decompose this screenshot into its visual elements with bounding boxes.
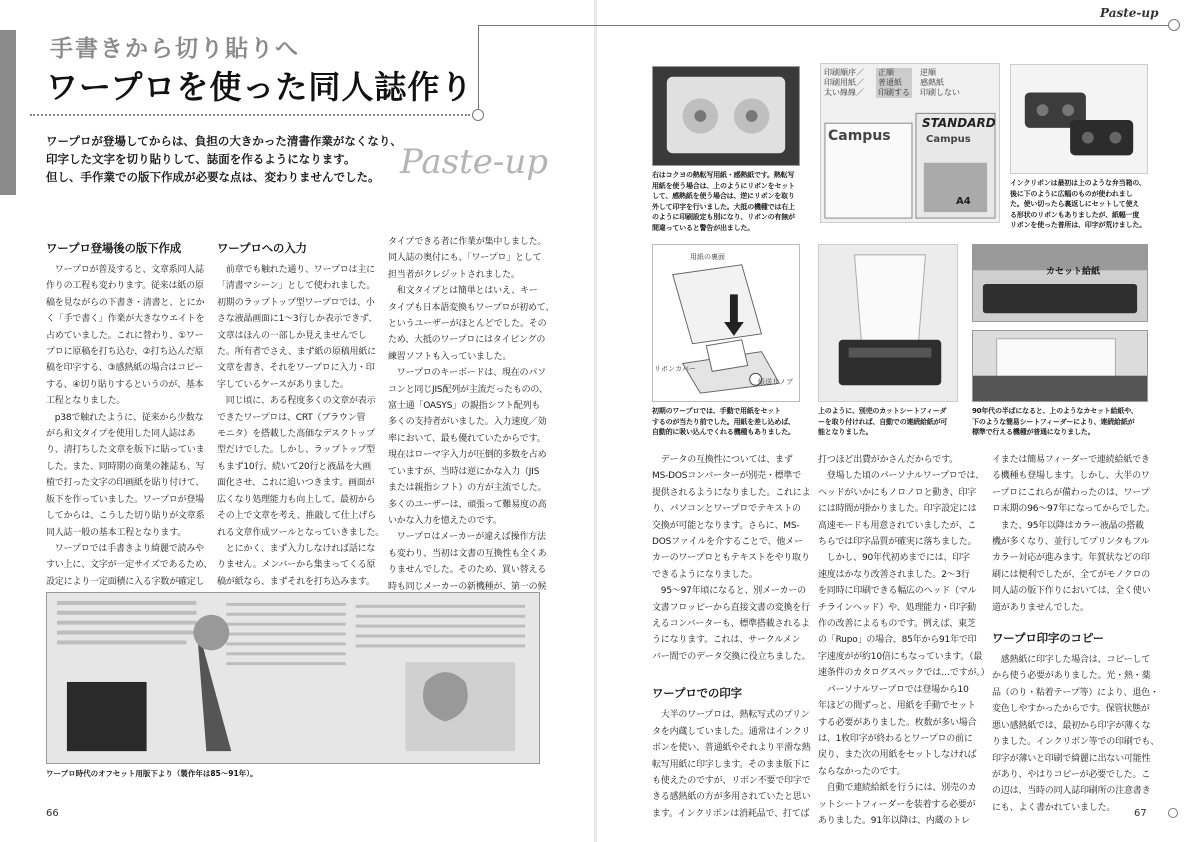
text-line: 大半のワープロは、熱転写式のプリン	[652, 710, 810, 721]
text-line: バー間でのデータ交換に役立ちました。	[652, 651, 811, 662]
lead-paragraph	[46, 132, 402, 186]
text-line: 作りの工程も変わります。従来は紙の原	[46, 281, 204, 292]
text-line: 文章はほんの一部しか見えませんでし	[217, 330, 367, 341]
text-line: 和文タイプとは簡単とはいえ、キー	[388, 286, 538, 297]
column-body	[992, 452, 1155, 616]
text-line: カーのワープロともテキストをやり取り	[652, 553, 810, 564]
text-line: ありました。91年以降は、内蔵のトレ	[818, 815, 970, 826]
a4-size-label: A4	[956, 196, 971, 207]
text-line: ワープロのキーボードは、現在のパソ	[388, 368, 546, 379]
text-line: パーソナルワープロでは登場から10	[818, 684, 969, 695]
text-line: 初期のラップトップ型ワープロでは、小	[217, 297, 375, 308]
text-line: 印刷用紙／	[824, 78, 864, 87]
text-line: 面化させ、これに追いつきます。画面が	[217, 478, 375, 489]
text-line: 速度はかなり改善されました。2～3行	[818, 569, 970, 580]
header-rule-end-circle	[1168, 19, 1180, 31]
page-number-left: 66	[46, 808, 59, 819]
text-line: チラインヘッド）や、処理能力・印字動	[818, 602, 976, 613]
text-line: 高速モードも用意されていましたが、こ	[818, 520, 977, 531]
text-line: 刷には便利でしたが、全てがモノクロの	[992, 569, 1151, 580]
text-line: 上のように、別売のカットシートフィーダ	[818, 407, 947, 415]
text-line: 同じ頃に、ある程度多くの文章が表示	[217, 396, 376, 407]
text-line: にも、よく書かれていました。	[992, 802, 1116, 813]
header-rule	[478, 25, 1168, 26]
page-subtitle: 手書きから切り貼りへ	[50, 36, 300, 62]
text-line: ワープロでは手書きより綺麗で読みや	[46, 543, 204, 554]
text-line: り、パソコンとワープロでテキストの	[652, 504, 801, 515]
text-line: 道がありませんでした。	[992, 602, 1089, 613]
text-line: 提供されるようになりました。これによ	[652, 487, 811, 498]
article-column	[217, 240, 385, 607]
text-line: 同人誌一般の基本工程となります。	[46, 527, 187, 538]
text-line: 外して印字を行いました。大抵の機種では右上	[652, 202, 795, 211]
text-line: には時間が掛かりました。印字設定には	[818, 504, 977, 515]
text-line: 悪い感熱紙では、最初から印字が薄くな	[992, 720, 1151, 731]
article-column	[46, 240, 213, 607]
text-line: 設定により一定面積に入る字数が確定し	[46, 576, 205, 587]
text-line: きる感熱紙の方が多用されていたと思い	[652, 792, 811, 803]
text-line: して、感熱紙を使う場合は、逆にリボンを取り	[652, 192, 795, 200]
offset-photo-caption: ワープロ時代のオフセット用版下より（製作年は85～91年）。	[46, 769, 258, 778]
cassette-feed-label: カセット給紙	[1046, 267, 1101, 277]
text-line: 交換が可能となります。さらに、MS-	[652, 520, 800, 531]
text-line: ヘッドがいかにもノロノロと動き、印字	[818, 487, 977, 498]
cassette-feed-photo	[972, 244, 1148, 322]
text-line: えるコンバーターも、標準搭載されるよ	[652, 619, 810, 630]
paste-up-watermark: Paste-up	[400, 142, 549, 182]
text-line: 普通紙	[878, 78, 902, 87]
text-line: ットシートフィーダーを装着する必要が	[818, 799, 976, 810]
text-line: 多くの支持者がいました。入力速度／効	[388, 417, 547, 428]
footer-circle	[1168, 808, 1178, 818]
text-line: コンと同じJIS配列が主流だったものの、	[388, 384, 548, 395]
text-line: があり、やはりコピーが必要でした。こ	[992, 769, 1151, 780]
ribbon-cassette-caption	[652, 170, 807, 233]
header-rule-vertical	[478, 25, 479, 115]
text-line: 打つほど出費がかさんだからです。	[818, 455, 958, 465]
text-line: 戻り、また次の用紙をセットしなければ	[818, 750, 977, 761]
column-body	[388, 234, 555, 611]
text-line: 自動的に吸い込んでくれる機種もありました。	[652, 428, 795, 436]
text-line: 同人誌の版下作りにおいては、全く使い	[992, 586, 1151, 597]
text-line: インクリボンは最初は上のような弁当箱の、	[1010, 179, 1146, 187]
feed-knob-label: 紙送りノブ	[758, 378, 793, 386]
text-line: ボンを使い、普通紙やそれより平滑な熱	[652, 743, 811, 754]
text-line: モニタ）を搭載した高価なデスクトップ	[217, 429, 375, 440]
text-line: りませんでした。そのため、買い替える	[388, 565, 547, 576]
text-line: りました。インクリボン等での印刷でも、	[992, 737, 1160, 748]
text-line: ーを取り付ければ、自動での連続給紙が可	[818, 417, 948, 426]
text-line: 初期のワープロでは、手動で用紙をセット	[652, 407, 781, 415]
text-line: ならなかったのです。	[818, 766, 906, 777]
text-line: 印刷しない	[920, 88, 960, 97]
text-line: できたワープロは、CRT（ブラウン管	[217, 412, 366, 423]
text-line: 印刷順序／	[824, 68, 864, 77]
text-line: は、1枚印字が終わるとワープロの前に	[818, 733, 973, 744]
text-line: または親指シフト）の方が主流でした。	[388, 483, 547, 494]
text-line: 太い線線／	[824, 88, 864, 97]
campus-logo: Campus	[926, 134, 971, 145]
text-line: また、95年以降はカラー液晶の搭載	[992, 520, 1144, 531]
text-line: もまず10行、続いて20行と液晶を大画	[217, 461, 372, 472]
text-line: 練習ソフトも入っていました。	[388, 351, 512, 362]
article-column	[992, 452, 1160, 816]
text-line: 担当者がクレジットされました。	[388, 269, 520, 280]
text-line: いかな入力を憶えたのです。	[388, 515, 502, 526]
standard-logo: STANDARD	[922, 116, 996, 130]
print-setting-selected	[876, 68, 912, 98]
text-line: る機種も登場します。しかし、大半のワ	[992, 471, 1150, 482]
text-line: も変わり、当初は文書の互換性も全くあ	[388, 548, 547, 559]
text-line: p38で触れたように、従来から少数な	[46, 412, 204, 423]
section-heading: ワープロ登場後の版下作成	[46, 241, 182, 255]
text-line: 年ほどの間ずっと、用紙を手動でセット	[818, 701, 976, 712]
lead-line: ワープロが登場してからは、負担の大きかった清書作業がなくなり、	[46, 134, 402, 148]
chapter-side-tab	[0, 30, 16, 195]
text-line: ープロにこれらが備わったのは、ワープ	[992, 487, 1150, 498]
column-body	[652, 707, 811, 822]
print-setting-list	[824, 68, 864, 98]
text-line: 右はコクヨの熱転写用紙・感熱紙です。熱転写	[652, 171, 795, 179]
page-number-right: 67	[1134, 808, 1147, 819]
article-column	[818, 452, 990, 829]
paper-back-label: 用紙の裏面	[690, 253, 725, 261]
text-line: 稿が紙なら、まずそれを打ち込みます。	[217, 576, 375, 587]
text-line: 下のような簡易シートフィーダーにより、連続給紙が	[972, 417, 1135, 426]
text-line: く「手で書く」作業が大きなウエイトを	[46, 314, 205, 325]
text-line: MS-DOSコンバーターが別売・標準で	[652, 471, 802, 482]
text-line: る形状のリボンもありましたが、紙幅一度	[1010, 210, 1140, 219]
text-line: しかし、90年代初めまでには、印字	[818, 553, 970, 564]
text-line: りません。メンバーから集まってくる原	[217, 560, 376, 571]
text-line: り、清打ちした文章を版下に貼っていま	[46, 445, 205, 456]
text-line: 速条件のカタログスペックでは…ですが。）	[818, 668, 990, 679]
lead-line: 印字した文字を切り貼りして、誌面を作るようになります。	[46, 152, 356, 166]
text-line: 転写用紙に印字します。そのまま版下に	[652, 759, 810, 770]
text-line: タイプできる者に作業が集中しました。	[388, 237, 547, 247]
text-line: 同人誌の奥付にも、「ワープロ」として	[388, 253, 542, 264]
sheet-feeder-caption	[818, 406, 968, 438]
text-line: カラー対応が進みます。年賀状などの印	[992, 553, 1150, 564]
text-line: 変色しやすかったからです。保管状態が	[992, 704, 1150, 715]
text-line: リボンを使った普所は、印字が荒けました。	[1010, 221, 1146, 229]
text-line: 標準で行える機種が普通になりました。	[972, 428, 1095, 436]
ribbon-cassette-photo	[652, 66, 800, 166]
text-line: 自動で連続給紙を行うには、別売のカ	[818, 783, 977, 794]
section-heading: ワープロでの印字	[652, 686, 742, 701]
text-line: する必要がありました。枚数が多い場合	[818, 717, 977, 728]
text-line: た。使い切ったら裏返しにセットして使え	[1010, 200, 1140, 208]
ribbon-cover-label: リボンカバー	[654, 365, 696, 373]
text-line: ワープロはメーカーが違えば操作方法	[388, 532, 546, 543]
sheet-feeder-photo	[818, 244, 958, 402]
text-line: できるようになりました。	[652, 569, 758, 580]
article-column	[388, 234, 555, 611]
text-line: 感熱紙に印字した場合は、コピーして	[992, 655, 1151, 666]
text-line: た。所有者でさえ、まず紙の原稿用紙に	[217, 347, 376, 358]
text-line: する、④切り貼りするというのが、基本	[46, 379, 204, 390]
print-setting-alternate	[920, 68, 960, 98]
running-header: Paste-up	[1100, 6, 1159, 20]
text-line: 時も同じメーカーの新機種が、第一の候	[388, 581, 547, 592]
text-line: れる文章作成ツールとなっていきました。	[217, 527, 385, 538]
text-line: のように印刷設定も別になり、リボンの有無が	[652, 213, 795, 221]
text-line: 印字が薄いと印刷で綺麗に出ない可能性	[992, 753, 1151, 764]
text-line: 稿を印字する、③感熱紙の場合はコピー	[46, 363, 204, 374]
ink-ribbon-caption	[1010, 178, 1160, 231]
text-line: イまたは簡易フィーダーで連続給紙でき	[992, 455, 1150, 465]
simple-sheet-feeder-photo	[972, 330, 1148, 402]
column-body	[992, 652, 1160, 816]
text-line: ロ末期の96～97年になってからでした。	[992, 504, 1155, 515]
text-line: ため、大抵のワープロにはタイピングの	[388, 335, 546, 346]
text-line: も使えたのですが、リボン不要で印字で	[652, 775, 811, 786]
text-line: タを内蔵していました。通常はインクリ	[652, 726, 811, 737]
text-line: ていますが、当時は逆にかな入力（JIS	[388, 466, 540, 477]
column-body	[818, 452, 990, 829]
text-line: を同時に印刷できる幅広のヘッド（マル	[818, 586, 977, 597]
text-line: 占めていました。これに替わり、①ワー	[46, 330, 204, 341]
text-line: データの互換性については、まず	[652, 455, 793, 465]
text-line: 機が多くなり、並行してプリンタもフル	[992, 537, 1150, 548]
text-line: 富士通「OASYS」の親指シフト配列も	[388, 401, 541, 412]
text-line: ワープロが普及すると、文章系同人誌	[46, 265, 204, 275]
text-line: してからは、こうした切り貼りが文章系	[46, 511, 205, 522]
page-title: ワープロを使った同人誌作り	[46, 68, 474, 106]
text-line: から使う必要がありました。光・熱・薬	[992, 671, 1151, 682]
campus-logo: Campus	[828, 128, 891, 144]
text-line: 作の改善によるものです。例えば、東芝	[818, 619, 976, 630]
text-line: 「清書マシーン」として使われました。	[217, 281, 376, 292]
offset-manuscript-photo	[46, 592, 540, 764]
text-line: するのが当たり前でした。用紙を差し込めば、	[652, 417, 795, 426]
text-line: 間違っていると警告が出ました。	[652, 223, 754, 232]
text-line: 植で打った文字の印画紙を貼り付けて、	[46, 478, 205, 489]
text-line: ちらでは印字品質が確実に落ちました。	[818, 537, 977, 548]
text-line: とにかく、まず入力しなければ話にな	[217, 543, 376, 554]
text-line: 字速度がが約10倍にもなっています。（最	[818, 651, 983, 662]
text-line: 能となりました。	[818, 428, 873, 436]
text-line: というユーザーがほとんどでした。その	[388, 319, 547, 330]
text-line: 印刷する	[878, 88, 910, 97]
text-line: うになります。これは、サークルメン	[652, 635, 801, 646]
text-line: 後に下のように広幅のものが使われまし	[1010, 189, 1133, 198]
text-line: 現在はローマ字入力が圧倒的多数を占め	[388, 450, 547, 461]
column-body	[46, 262, 213, 607]
text-line: その上で文章を考え、推敲して仕上げら	[217, 511, 376, 522]
column-body	[217, 262, 385, 607]
text-line: 字しているケースがありました。	[217, 379, 349, 390]
manual-feed-caption	[652, 406, 807, 438]
text-line: 品（のり・粘着テープ等）により、退色・	[992, 687, 1159, 698]
text-line: 多くのユーザーは、頑張って難易度の高	[388, 499, 547, 510]
text-line: 文書フロッピーから直接文書の変換を行	[652, 602, 810, 613]
text-line: 感熱紙	[920, 78, 944, 87]
text-line: DOSファイルを介することで、他メー	[652, 537, 803, 548]
section-heading: ワープロへの入力	[217, 241, 307, 255]
text-line: 95～97年頃になると、別メーカーの	[652, 586, 806, 597]
ink-ribbon-photo	[1010, 64, 1148, 174]
text-line: さな液晶画面に1～3行しか表示できず、	[217, 314, 377, 325]
section-heading: ワープロ印字のコピー	[992, 631, 1104, 646]
title-rule-circle	[472, 109, 484, 121]
text-line: プロに原稿を打ち込む、②打ち込んだ原	[46, 347, 204, 358]
cassette-feed-caption	[972, 406, 1148, 438]
text-line: 90年代の半ばになると、上のようなカセット給紙や、	[972, 407, 1138, 415]
text-line: した。また、同時期の商業の雑誌も、写	[46, 461, 205, 472]
text-line: 登場した頃のパーソナルワープロでは、	[818, 471, 984, 482]
text-line: タイプも日本語変換もワープロが初めて、	[388, 302, 555, 313]
text-line: の辺は、当時の同人誌印刷所の注意書き	[992, 786, 1151, 797]
text-line: 正順	[878, 68, 894, 77]
text-line: 用紙を使う場合は、上のようにリボンをセット	[652, 181, 795, 190]
page-gutter	[594, 0, 597, 842]
text-line: 型だけでした。しかし、ラップトップ型	[217, 445, 375, 456]
text-line: の「Rupo」の場合、85年から91年で印	[818, 635, 977, 646]
text-line: 稿を見ながらの下書き・清書と、とにか	[46, 297, 205, 308]
text-line: ます。インクリボンは消耗品で、打てば	[652, 808, 810, 819]
text-line: すい上に、文字が一定サイズであるため、	[46, 560, 213, 571]
text-line: 逆順	[920, 68, 936, 77]
text-line: 広くなり処理能力も向上して、最初から	[217, 494, 376, 505]
text-line: 率において、最も優れていたからです。	[388, 433, 546, 444]
lead-line: 但し、手作業での版下作成が必要な点は、変わりませんでした。	[46, 170, 380, 184]
text-line: 工程となりました。	[46, 396, 126, 407]
text-line: 文章を書き、それをワープロに入力・印	[217, 363, 375, 374]
column-body	[652, 452, 811, 665]
article-column	[652, 452, 811, 822]
text-line: 前章でも触れた通り、ワープロは主に	[217, 265, 375, 275]
text-line: がら和文タイプを使用した同人誌はあ	[46, 429, 196, 440]
text-line: 版下を作っていました。ワープロが登場	[46, 494, 204, 505]
title-dotted-rule	[30, 114, 470, 116]
